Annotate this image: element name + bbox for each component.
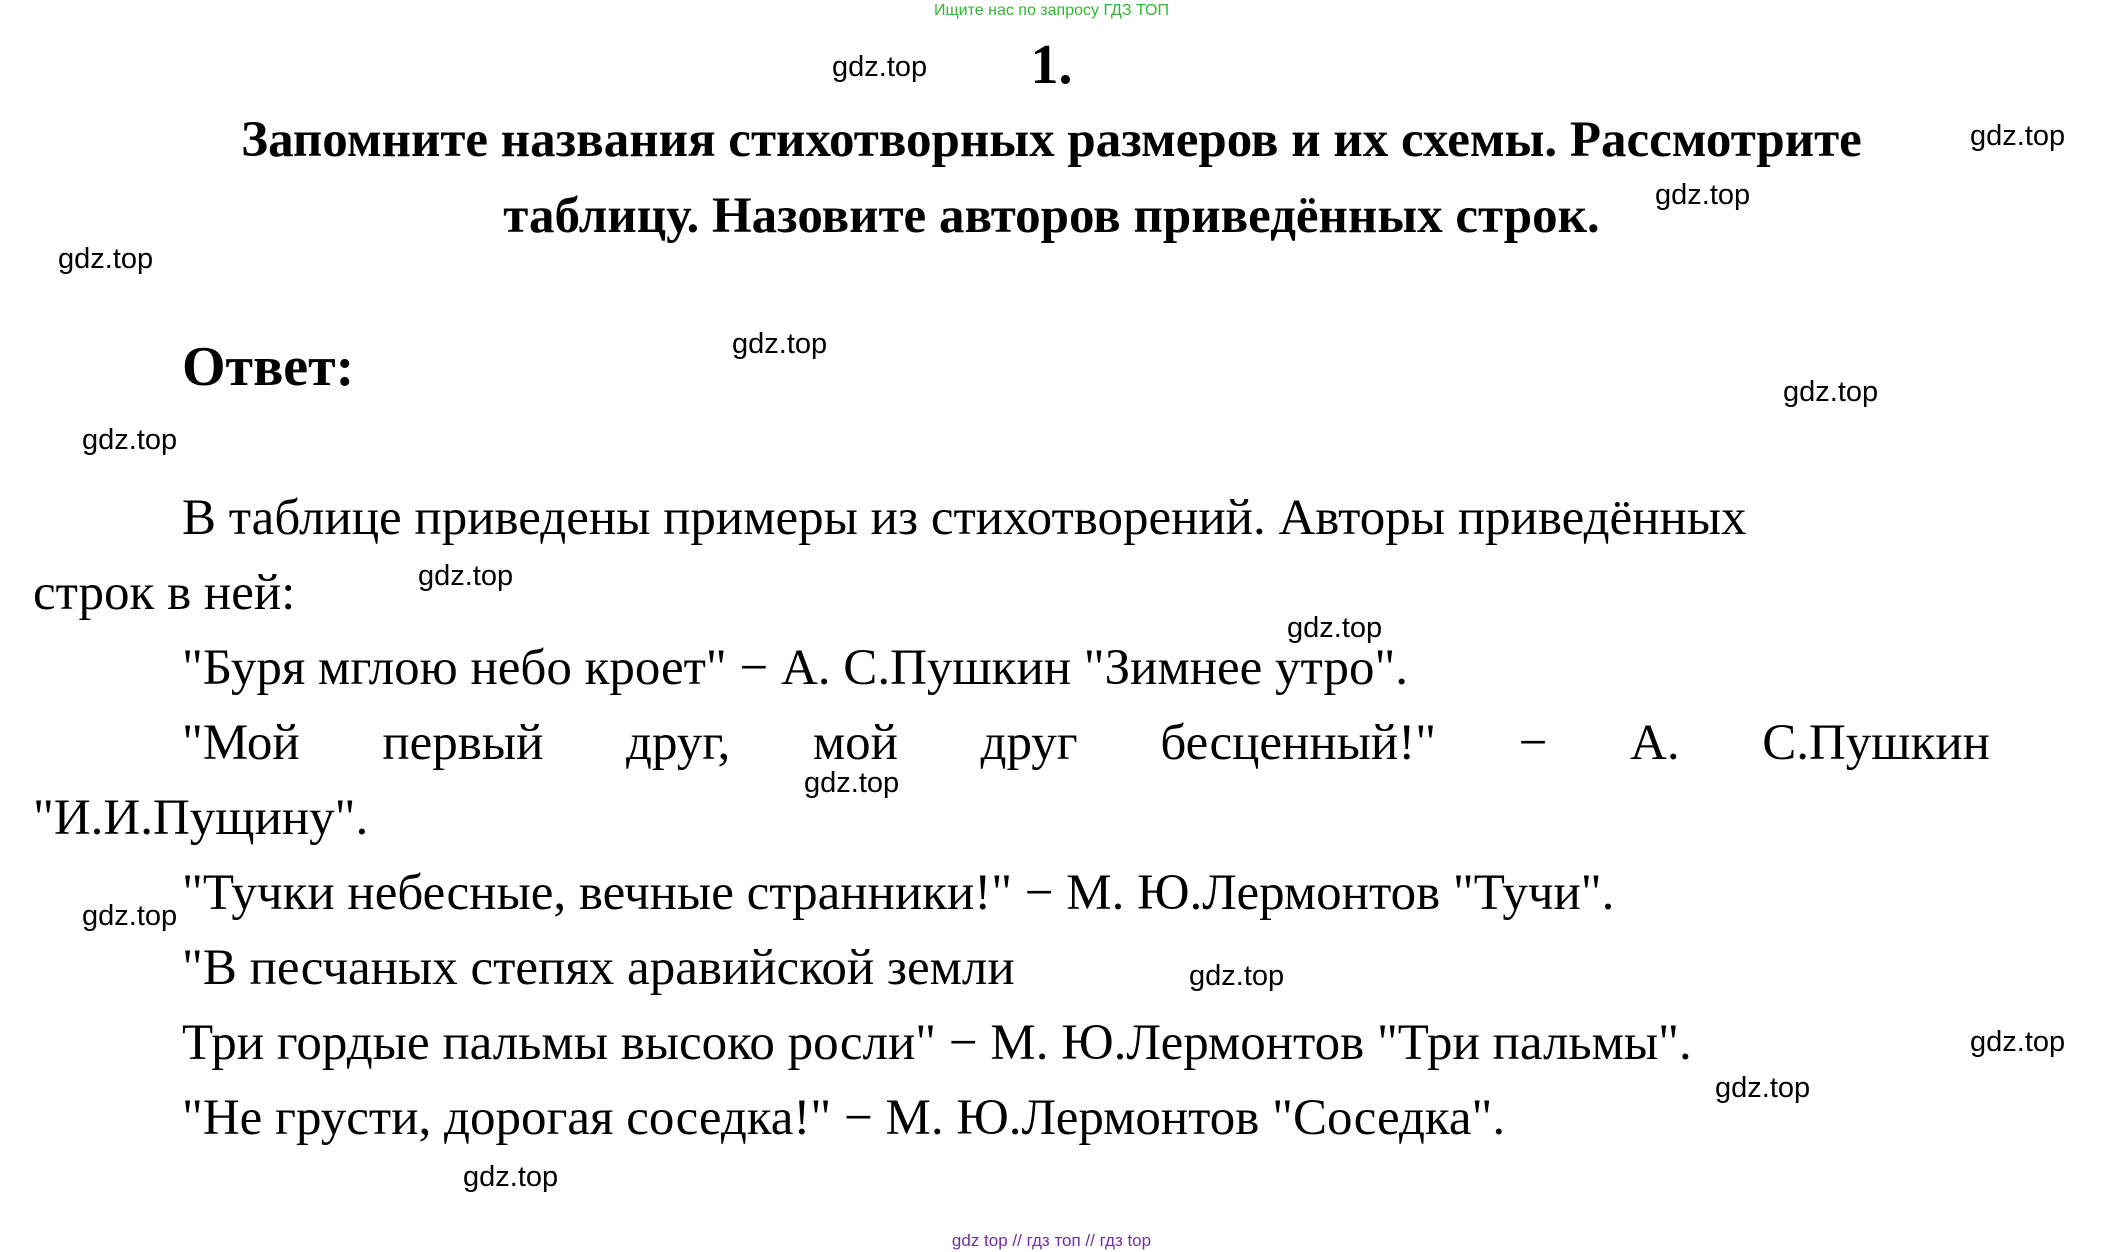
watermark: gdz.top xyxy=(1189,960,1285,992)
watermark: gdz.top xyxy=(82,424,178,456)
bottom-banner: gdz top // гдз топ // гдз top xyxy=(951,1231,1152,1250)
task-title-line-2: таблицу. Назовите авторов приведённых строк. xyxy=(503,188,1600,244)
watermark: gdz.top xyxy=(1287,612,1383,644)
watermark: gdz.top xyxy=(1970,120,2066,152)
watermark: gdz.top xyxy=(58,243,154,275)
watermark: gdz.top xyxy=(804,767,900,799)
answer-item-2-word: "Мой xyxy=(182,715,300,771)
watermark: gdz.top xyxy=(463,1161,559,1193)
task-title-line-1: Запомните названия стихотворных размеров и их схемы. Рассмотрите xyxy=(241,112,1862,168)
answer-item-3: "Тучки небесные, вечные странники!" − М. Ю.Лермонтов "Тучи". xyxy=(182,865,1615,921)
answer-item-2-word: первый xyxy=(382,715,544,771)
answer-item-2-word: бесценный!" xyxy=(1160,715,1437,771)
answer-intro-line-1: В таблице приведены примеры из стихотворений. Авторы приведённых xyxy=(182,490,1747,546)
answer-item-1: "Буря мглою небо кроет" − А. С.Пушкин "Зимнее утро". xyxy=(182,640,1409,696)
answer-item-2-word: С.Пушкин xyxy=(1762,715,1990,771)
watermark: gdz.top xyxy=(1783,376,1879,408)
watermark: gdz.top xyxy=(1970,1026,2066,1058)
answer-item-2-word: мой xyxy=(812,715,898,771)
answer-item-2-word: − xyxy=(1518,715,1548,771)
answer-item-5: "Не грусти, дорогая соседка!" − М. Ю.Лермонтов "Соседка". xyxy=(182,1090,1506,1146)
watermark: gdz.top xyxy=(832,51,928,83)
answer-label: Ответ: xyxy=(182,336,355,398)
watermark: gdz.top xyxy=(732,328,828,360)
answer-item-2-continuation: "И.И.Пущину". xyxy=(33,790,369,846)
answer-intro-line-2: строк в ней: xyxy=(33,565,296,621)
answer-item-2-word: А. xyxy=(1630,715,1680,771)
answer-item-2-word: друг, xyxy=(626,715,731,771)
task-number: 1. xyxy=(1030,34,1073,96)
answer-item-2 xyxy=(182,709,1990,777)
top-banner: Ищите нас по запросу ГДЗ ТОП xyxy=(934,2,1169,19)
answer-item-4-line-1: "В песчаных степях аравийской земли xyxy=(182,940,1015,996)
answer-item-2-word: друг xyxy=(980,715,1078,771)
answer-item-4-line-2: Три гордые пальмы высоко росли" − М. Ю.Лермонтов "Три пальмы". xyxy=(182,1015,1692,1071)
watermark: gdz.top xyxy=(82,900,178,932)
watermark: gdz.top xyxy=(1715,1072,1811,1104)
watermark: gdz.top xyxy=(1655,179,1751,211)
watermark: gdz.top xyxy=(418,560,514,592)
